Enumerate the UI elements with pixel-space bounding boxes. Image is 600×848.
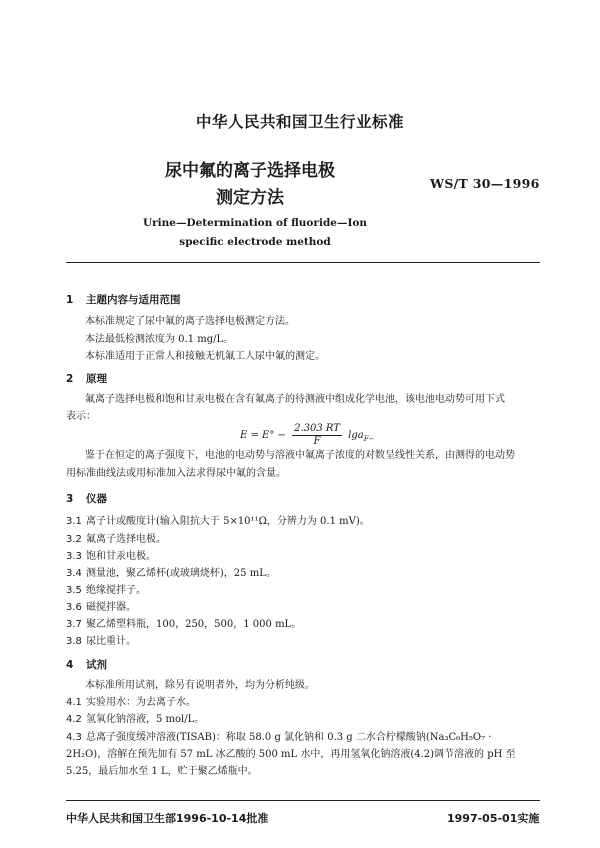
english-title-line2: specific electrode method — [179, 236, 331, 248]
item-text: 测量池，聚乙烯杯(或玻璃烧杯)，25 mL。 — [86, 568, 276, 579]
footer-divider — [66, 800, 540, 801]
section-number: 4 — [66, 659, 74, 671]
item-number: 3.2 — [66, 534, 82, 545]
formula-left: E = E° − — [240, 430, 286, 441]
section-heading-2 — [66, 371, 107, 386]
section-title: 原理 — [86, 373, 107, 385]
item-number: 3.1 — [66, 516, 82, 527]
list-item — [66, 533, 166, 547]
section-title: 主题内容与适用范围 — [86, 294, 181, 306]
formula-fraction — [292, 423, 342, 448]
list-item — [66, 567, 276, 581]
document-title-line2: 测定方法 — [216, 188, 284, 208]
item-number: 4.2 — [66, 714, 82, 725]
list-item — [66, 618, 301, 632]
english-title-line1: Urine—Determination of fluoride—Ion — [142, 217, 368, 229]
item-number: 3.7 — [66, 619, 82, 630]
item-number: 3.3 — [66, 551, 82, 562]
section-heading-3 — [66, 491, 107, 506]
issuing-authority: 中华人民共和国卫生行业标准 — [195, 113, 404, 131]
item-text: 总离子强度缓冲溶液(TISAB)：称取 58.0 g 氯化钠和 0.3 g 二水合柠檬酸钠(Na₃C₆H₅O₇ · — [86, 732, 492, 743]
formula-numerator: 2.303 RT — [294, 423, 340, 434]
header-divider — [66, 262, 540, 263]
item-number: 3.5 — [66, 585, 82, 596]
formula-denominator: F — [313, 436, 321, 447]
standard-number: WS/T 30—1996 — [430, 176, 540, 191]
section-title: 仪器 — [86, 493, 107, 505]
paragraph-line: 表示： — [66, 411, 96, 422]
list-item — [66, 696, 196, 710]
paragraph-line: 本标准规定了尿中氟的离子选择电极测定方法。 — [85, 316, 295, 327]
item-text: 尿比重计。 — [86, 636, 136, 647]
paragraph-line: 2H₂O)，溶解在预先加有 57 mL 冰乙酸的 500 mL 水中，再用氢氧化钠溶液(4.2)调节溶液的 pH 至 — [66, 749, 516, 760]
paragraph-line: 5.25，最后加水至 1 L，贮于聚乙烯瓶中。 — [66, 766, 258, 777]
section-heading-1 — [66, 292, 181, 307]
item-text: 离子计或酸度计(输入阻抗大于 5×10¹¹Ω，分辨力为 0.1 mV)。 — [86, 516, 370, 527]
list-item — [66, 550, 156, 564]
list-item — [66, 601, 136, 615]
item-text: 饱和甘汞电极。 — [86, 551, 156, 562]
approval-info: 中华人民共和国卫生部1996-10-14批准 — [66, 812, 269, 825]
formula-right: lga — [348, 430, 364, 441]
item-number: 3.4 — [66, 568, 82, 579]
effective-date: 1997-05-01实施 — [447, 812, 540, 825]
nernst-equation — [240, 423, 374, 448]
section-heading-4 — [66, 657, 107, 672]
section-number: 2 — [66, 373, 74, 385]
document-title-line1: 尿中氟的离子选择电极 — [165, 161, 335, 181]
item-text: 氟离子选择电极。 — [86, 534, 166, 545]
list-item — [66, 731, 491, 745]
item-number: 3.6 — [66, 602, 82, 613]
list-item — [66, 635, 136, 649]
item-text: 氢氧化钠溶液，5 mol/L。 — [86, 714, 205, 725]
paragraph-line: 本标准所用试剂，除另有说明者外，均为分析纯级。 — [85, 680, 315, 691]
item-text: 聚乙烯塑料瓶，100，250，500，1 000 mL。 — [86, 619, 302, 630]
section-number: 3 — [66, 493, 74, 505]
item-text: 磁搅拌器。 — [86, 602, 136, 613]
paragraph-line: 本标准适用于正常人和接触无机氟工人尿中氟的测定。 — [85, 351, 325, 362]
section-title: 试剂 — [86, 659, 107, 671]
formula-subscript: F− — [363, 435, 375, 443]
paragraph-line: 氟离子选择电极和饱和甘汞电极在含有氟离子的待测液中组成化学电池，该电池电动势可用下式 — [85, 394, 505, 405]
section-number: 1 — [66, 294, 74, 306]
list-item — [66, 584, 146, 598]
item-text: 实验用水：为去离子水。 — [86, 697, 196, 708]
item-number: 3.8 — [66, 636, 82, 647]
list-item — [66, 515, 370, 529]
paragraph-line: 鉴于在恒定的离子强度下，电池的电动势与溶液中氟离子浓度的对数呈线性关系，由测得的电动势 — [85, 450, 515, 461]
item-number: 4.3 — [66, 732, 82, 743]
paragraph-line: 用标准曲线法或用标准加入法求得尿中氟的含量。 — [66, 468, 286, 479]
item-number: 4.1 — [66, 697, 82, 708]
item-text: 绝缘搅拌子。 — [86, 585, 146, 596]
list-item — [66, 713, 204, 727]
paragraph-line: 本法最低检测浓度为 0.1 mg/L。 — [85, 334, 234, 345]
